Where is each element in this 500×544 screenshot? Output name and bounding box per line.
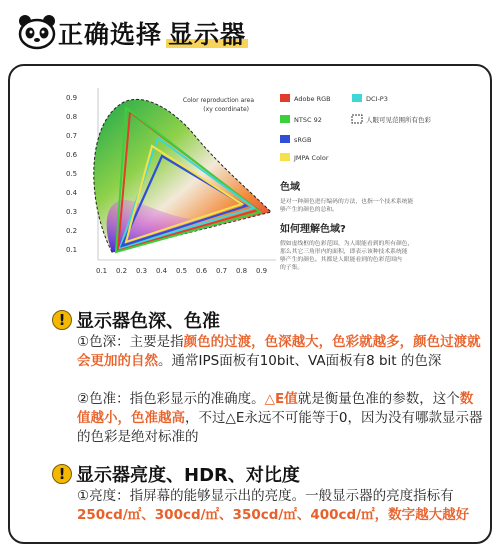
section1-color-depth: ①色深：主要是指颜色的过渡，色深越大，色彩就越多，颜色过渡就会更加的自然。通常IPS面板有10bit、VA面板有8 bit 的色深 <box>77 334 481 369</box>
howto-title: 如何理解色域? <box>280 224 346 235</box>
howto-desc: 够产生的颜色。其都是人眼能看到的色彩范围内 <box>280 257 402 263</box>
y-tick: 0.7 <box>66 132 78 140</box>
y-tick: 0.6 <box>66 151 78 159</box>
y-tick: 0.9 <box>66 94 78 102</box>
x-tick: 0.6 <box>196 267 208 275</box>
x-tick: 0.2 <box>116 267 128 275</box>
y-tick: 0.8 <box>66 113 78 121</box>
y-tick: 0.3 <box>66 208 78 216</box>
gamut-title: 色域 <box>280 182 300 193</box>
howto-desc: 的子集。 <box>280 265 304 271</box>
gamut-desc: 够产生的颜色的总和。 <box>280 207 338 213</box>
x-tick: 0.9 <box>256 267 268 275</box>
section1-heading <box>52 307 220 333</box>
title-sub: 显示器 <box>168 15 246 51</box>
exclamation-icon: ! <box>52 310 72 330</box>
legend-swatch <box>280 153 290 161</box>
legend-label: DCI-P3 <box>366 95 388 103</box>
legend-swatch <box>352 94 362 102</box>
howto-desc: 假如虚线框的色彩范围，为人眼能看到的所有颜色， <box>280 241 414 247</box>
section1-color-accuracy: ②色准：指色彩显示的准确度。△E值就是衡量色准的参数，这个数值越小，色准越高，不过△E永远不可能等于0，因为没有哪款显示器的色彩是绝对标准的 <box>77 391 483 445</box>
legend-label: 人眼可见范围所有色彩 <box>366 116 431 124</box>
x-tick: 0.1 <box>96 267 108 275</box>
legend-label: sRGB <box>294 136 312 144</box>
exclamation-icon: ! <box>52 464 72 484</box>
x-tick: 0.3 <box>136 267 148 275</box>
y-tick: 0.1 <box>66 246 78 254</box>
chart-caption-sub: (xy coordinate) <box>203 106 249 113</box>
x-tick: 0.8 <box>236 267 248 275</box>
y-tick: 0.5 <box>66 170 78 178</box>
legend-label: Adobe RGB <box>294 95 331 103</box>
chart-caption: Color reproduction area <box>182 97 254 104</box>
section2-brightness: ①亮度：指屏幕的能够显示出的亮度。一般显示器的亮度指标有250cd/㎡、300cd/㎡、350cd/㎡、400cd/㎡，数字越大越好 <box>77 488 470 523</box>
section2-title: 显示器亮度、HDR、对比度 <box>76 461 300 487</box>
x-tick: 0.7 <box>216 267 228 275</box>
section2-heading <box>52 461 300 487</box>
color-gamut-chart <box>46 82 466 282</box>
legend-swatch <box>352 115 362 123</box>
x-tick: 0.5 <box>176 267 188 275</box>
howto-desc: 那么其它三角形内的面积，即表示该种技术系统能 <box>280 249 408 255</box>
y-tick: 0.2 <box>66 227 78 235</box>
gamut-desc: 是对一种颜色进行编码的方法，也指一个技术系统能 <box>280 199 414 205</box>
page-title <box>58 14 246 52</box>
y-tick: 0.4 <box>66 189 78 197</box>
title-main: 正确选择 <box>58 20 163 49</box>
section1-title: 显示器色深、色准 <box>76 307 220 333</box>
x-tick: 0.4 <box>156 267 168 275</box>
legend-swatch <box>280 94 290 102</box>
legend-label: JMPA Color <box>294 154 329 162</box>
legend-swatch <box>280 135 290 143</box>
header <box>0 0 500 64</box>
legend-label: NTSC 92 <box>294 116 322 124</box>
panda-icon <box>17 14 57 50</box>
legend-swatch <box>280 115 290 123</box>
